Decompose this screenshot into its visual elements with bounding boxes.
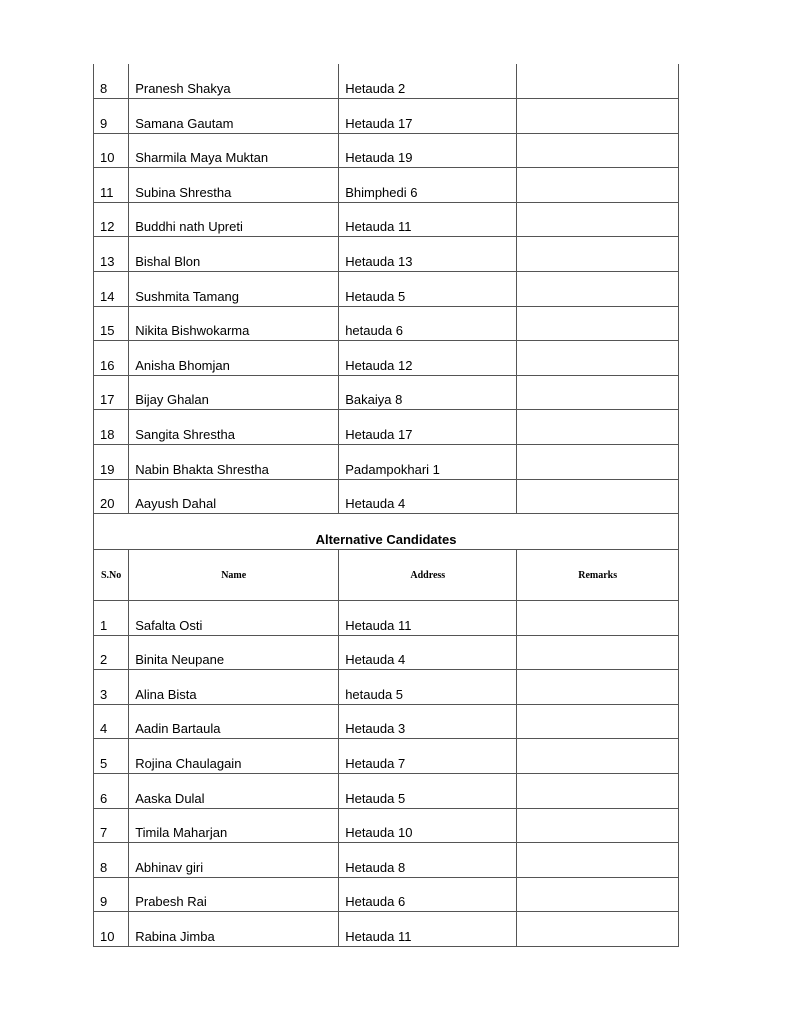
cell-remarks <box>517 237 679 272</box>
cell-sno: 16 <box>94 341 129 376</box>
cell-sno: 10 <box>94 912 129 947</box>
cell-sno: 5 <box>94 739 129 774</box>
table-row <box>94 237 679 272</box>
cell-address: Hetauda 6 <box>339 877 517 912</box>
table-row <box>94 272 679 307</box>
cell-address: Hetauda 17 <box>339 410 517 445</box>
cell-address: Hetauda 4 <box>339 479 517 514</box>
cell-sno: 6 <box>94 773 129 808</box>
cell-address: Bakaiya 8 <box>339 375 517 410</box>
table-row <box>94 912 679 947</box>
cell-address: Hetauda 7 <box>339 739 517 774</box>
cell-sno: 2 <box>94 635 129 670</box>
cell-name: Rabina Jimba <box>129 912 339 947</box>
cell-name: Bishal Blon <box>129 237 339 272</box>
table-row <box>94 202 679 237</box>
table-row <box>94 670 679 705</box>
header-remarks: Remarks <box>517 550 679 601</box>
cell-name: Nabin Bhakta Shrestha <box>129 445 339 480</box>
cell-address: Hetauda 17 <box>339 99 517 134</box>
cell-name: Subina Shrestha <box>129 168 339 203</box>
table-row <box>94 99 679 134</box>
cell-sno: 20 <box>94 479 129 514</box>
cell-name: Bijay Ghalan <box>129 375 339 410</box>
cell-sno: 17 <box>94 375 129 410</box>
cell-address: Hetauda 5 <box>339 773 517 808</box>
table-row <box>94 739 679 774</box>
cell-sno: 13 <box>94 237 129 272</box>
cell-address: Hetauda 3 <box>339 704 517 739</box>
cell-address: Hetauda 11 <box>339 912 517 947</box>
candidates-table <box>93 64 679 514</box>
cell-name: Aadin Bartaula <box>129 704 339 739</box>
cell-name: Sushmita Tamang <box>129 272 339 307</box>
cell-sno: 10 <box>94 133 129 168</box>
cell-address: Hetauda 2 <box>339 64 517 99</box>
alternative-candidates-table <box>93 513 679 947</box>
cell-remarks <box>517 133 679 168</box>
cell-remarks <box>517 202 679 237</box>
cell-address: Hetauda 12 <box>339 341 517 376</box>
cell-remarks <box>517 306 679 341</box>
table-row <box>94 168 679 203</box>
cell-sno: 19 <box>94 445 129 480</box>
cell-address: hetauda 5 <box>339 670 517 705</box>
cell-name: Timila Maharjan <box>129 808 339 843</box>
cell-sno: 3 <box>94 670 129 705</box>
cell-name: Anisha Bhomjan <box>129 341 339 376</box>
cell-sno: 12 <box>94 202 129 237</box>
table-row <box>94 133 679 168</box>
table-row <box>94 635 679 670</box>
cell-sno: 9 <box>94 877 129 912</box>
cell-remarks <box>517 99 679 134</box>
alt-title-row <box>94 514 679 550</box>
cell-name: Buddhi nath Upreti <box>129 202 339 237</box>
cell-name: Prabesh Rai <box>129 877 339 912</box>
cell-remarks <box>517 773 679 808</box>
cell-remarks <box>517 479 679 514</box>
cell-remarks <box>517 912 679 947</box>
cell-address: hetauda 6 <box>339 306 517 341</box>
cell-remarks <box>517 843 679 878</box>
cell-name: Aayush Dahal <box>129 479 339 514</box>
cell-address: Hetauda 4 <box>339 635 517 670</box>
cell-sno: 7 <box>94 808 129 843</box>
cell-name: Binita Neupane <box>129 635 339 670</box>
cell-name: Sangita Shrestha <box>129 410 339 445</box>
cell-name: Pranesh Shakya <box>129 64 339 99</box>
cell-remarks <box>517 739 679 774</box>
header-sno: S.No <box>94 550 129 601</box>
table-row <box>94 877 679 912</box>
cell-remarks <box>517 410 679 445</box>
cell-remarks <box>517 168 679 203</box>
cell-sno: 4 <box>94 704 129 739</box>
table-row <box>94 375 679 410</box>
cell-address: Hetauda 13 <box>339 237 517 272</box>
table-row <box>94 808 679 843</box>
cell-name: Nikita Bishwokarma <box>129 306 339 341</box>
table-row <box>94 843 679 878</box>
cell-sno: 15 <box>94 306 129 341</box>
table-row <box>94 445 679 480</box>
cell-sno: 1 <box>94 601 129 636</box>
cell-name: Sharmila Maya Muktan <box>129 133 339 168</box>
cell-sno: 14 <box>94 272 129 307</box>
cell-name: Samana Gautam <box>129 99 339 134</box>
cell-address: Padampokhari 1 <box>339 445 517 480</box>
cell-name: Abhinav giri <box>129 843 339 878</box>
cell-address: Hetauda 10 <box>339 808 517 843</box>
table-row <box>94 64 679 99</box>
header-name: Name <box>129 550 339 601</box>
cell-address: Hetauda 8 <box>339 843 517 878</box>
cell-sno: 18 <box>94 410 129 445</box>
cell-remarks <box>517 272 679 307</box>
header-address: Address <box>339 550 517 601</box>
cell-address: Hetauda 11 <box>339 202 517 237</box>
cell-sno: 8 <box>94 843 129 878</box>
cell-name: Safalta Osti <box>129 601 339 636</box>
table-row <box>94 773 679 808</box>
cell-name: Aaska Dulal <box>129 773 339 808</box>
cell-remarks <box>517 635 679 670</box>
cell-sno: 11 <box>94 168 129 203</box>
cell-address: Bhimphedi 6 <box>339 168 517 203</box>
cell-remarks <box>517 601 679 636</box>
cell-address: Hetauda 11 <box>339 601 517 636</box>
cell-remarks <box>517 808 679 843</box>
table-row <box>94 601 679 636</box>
cell-remarks <box>517 445 679 480</box>
cell-remarks <box>517 670 679 705</box>
table-row <box>94 410 679 445</box>
cell-address: Hetauda 19 <box>339 133 517 168</box>
cell-remarks <box>517 341 679 376</box>
header-row <box>94 550 679 601</box>
cell-remarks <box>517 64 679 99</box>
table-row <box>94 704 679 739</box>
cell-sno: 8 <box>94 64 129 99</box>
table-row <box>94 341 679 376</box>
cell-name: Alina Bista <box>129 670 339 705</box>
cell-sno: 9 <box>94 99 129 134</box>
cell-remarks <box>517 704 679 739</box>
cell-address: Hetauda 5 <box>339 272 517 307</box>
cell-name: Rojina Chaulagain <box>129 739 339 774</box>
alt-title: Alternative Candidates <box>94 514 679 550</box>
cell-remarks <box>517 375 679 410</box>
cell-remarks <box>517 877 679 912</box>
table-row <box>94 479 679 514</box>
table-row <box>94 306 679 341</box>
